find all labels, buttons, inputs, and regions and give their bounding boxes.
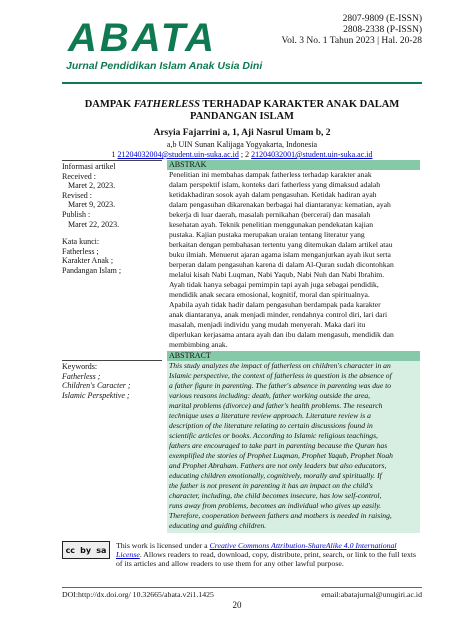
kata-kunci-item: Karakter Anak ;: [62, 256, 114, 266]
abstract-line: various reasons including: death, father working outside the area,: [169, 391, 371, 400]
abstract-line: membimbing anak.: [169, 340, 228, 349]
cc-badge-part: by: [80, 545, 92, 555]
abstract-line: the father is not present in parenting it has an impact on the child's: [169, 481, 373, 490]
abstrak-section: [167, 160, 420, 350]
abstract-line: exemplified the stories of Prophet Luqman, Prophet Yaqub, Prophet Noah: [169, 451, 393, 460]
header-rule: [62, 82, 422, 84]
abstract-line: a father figure in parenting. The father's absence in parenting was due to: [169, 381, 392, 390]
abstract-line: berkaitan dengan pembahasan tertentu yang ditemukan dalam artikel atau: [169, 240, 393, 249]
license-text: [116, 541, 422, 568]
abstract-line: pustaka. Kajian pustaka merupakan uraian tentang literatur yang: [169, 230, 365, 239]
page-number: 20: [232, 600, 242, 610]
abstract-heading: ABSTRACT: [167, 351, 420, 361]
abstract-section: [167, 351, 420, 533]
abstract-body: [167, 361, 420, 533]
license-prefix: This work is licensed under a: [116, 541, 210, 550]
title-prefix: DAMPAK: [84, 99, 134, 110]
footer-rule: [62, 587, 422, 588]
volume-info: Vol. 3 No. 1 Tahun 2023 | Hal. 20-28: [281, 36, 422, 46]
abstract-line: kesehatan ayah. Teknik penelitian menggunakan pendekatan kajian: [169, 220, 374, 229]
cc-license-icon[interactable]: [62, 541, 110, 559]
author-list: Arsyia Fajarrini a, 1, Aji Nasrul Umam b, 2: [153, 128, 331, 138]
abstract-line: Penelitian ini membahas dampak fatherless terhadap karakter anak: [169, 170, 372, 179]
abstract-line: dalam perspektif islam, konteks dari fatherless yang dimaksud adalah: [169, 180, 381, 189]
abstract-line: Apabila ayah tidak hadir dalam pengasuhan berdampak pada karakter: [169, 300, 381, 309]
article-title: [62, 99, 422, 123]
abstract-line: technique uses a literature review approach. Literature review is a: [169, 411, 371, 420]
keyword-item: Fatherless ;: [62, 371, 101, 381]
email2-link[interactable]: 21204032001@student.uin-suka.ac.id: [251, 150, 373, 159]
abstract-line: marital problems (divorce) and father's health problems. The research: [169, 401, 383, 410]
abstract-line: educating and guiding children.: [169, 521, 267, 530]
kata-kunci-label: Kata kunci:: [62, 237, 100, 247]
logo-wordmark: ABATA: [68, 16, 218, 60]
publish-label: Publish :: [62, 209, 91, 219]
abstract-line: diperlukan kerjasama antara ayah dan ibu dalam mengasuh, mendidik dan: [169, 330, 394, 339]
license-suffix: . Allows readers to read, download, copy, distribute, print, search, or link to the full texts of its articles and allow readers to use them for any other lawful purpose.: [116, 550, 417, 568]
journal-email[interactable]: email:abatajurnal@unugiri.ac.id: [321, 590, 422, 599]
abstract-line: dalam pengasuhan dikarenakan berbagai hal diantaranya: kematian, ayah: [169, 200, 391, 209]
abstract-line: and Prophet Abraham. Fathers are not only leaders but also educators,: [169, 461, 387, 470]
abstrak-body: [167, 170, 420, 350]
cc-badge-part: cc: [65, 545, 76, 555]
info-heading: Informasi artikel: [62, 160, 162, 172]
abstract-line: mendidik anak secara emosional, kognitif, moral dan spiritualnya.: [169, 290, 370, 299]
author-emails: [62, 150, 422, 159]
received-label: Received :: [62, 171, 96, 181]
abstract-line: Therefore, cooperation between fathers and mothers is needed in raising,: [169, 511, 392, 520]
publish-date: Maret 22, 2023.: [68, 219, 120, 229]
issn-electronic: 2807-9809 (E-ISSN): [342, 14, 422, 24]
issn-block: [282, 14, 422, 47]
title-italic: FATHERLESS: [133, 99, 200, 110]
license-link[interactable]: Creative Commons Attribution-ShareAlike 4.0 International License: [116, 541, 397, 559]
revised-date: Maret 9, 2023.: [68, 200, 116, 210]
logo-subtitle: Jurnal Pendidikan Islam Anak Usia Dini: [66, 60, 263, 72]
keyword-item: Islamic Perspektive ;: [62, 390, 130, 400]
affiliation: a,b UIN Sunan Kalijaga Yogyakarta, Indonesia: [166, 140, 318, 149]
cc-badge-part: sa: [96, 545, 107, 555]
article-info: [62, 160, 162, 276]
abstract-line: berperan dalam pengasuhan karena di dalam Al-Quran sudah dicontohkan: [169, 260, 394, 269]
keywords-block: [62, 360, 162, 400]
abstract-line: This study analyzes the impact of fatherless on children's character in an: [169, 361, 391, 370]
abstract-line: scientific articles or books. According to Islamic religious teachings,: [169, 431, 378, 440]
kata-kunci-item: Fatherless ;: [62, 246, 99, 256]
abstrak-heading: ABSTRAK: [167, 160, 420, 170]
revised-label: Revised :: [62, 190, 92, 200]
abstract-line: character, including, the child becomes insecure, has low self-control,: [169, 491, 382, 500]
email1-link[interactable]: 21204032004@student.uin-suka.ac.id: [117, 150, 239, 159]
email-separator: ; 2: [238, 150, 252, 159]
keyword-item: Children's Caracter ;: [62, 381, 131, 391]
abstract-line: buku ilmiah. Menuerut ajaran agama islam menganjurkan ayah ikut serta: [169, 250, 391, 259]
abstract-line: bekerja di luar daerah, masalah pernikahan (berceraí) dan masalah: [169, 210, 371, 219]
keywords-heading: Keywords:: [62, 360, 162, 372]
journal-logo: [62, 14, 282, 74]
abstract-line: description of the literature relating to certain discussions found in: [169, 421, 373, 430]
journal-header: [62, 14, 422, 86]
title-suffix: TERHADAP KARAKTER ANAK DALAM: [199, 99, 400, 110]
abstract-line: anak diantaranya, anak menjadi minder, rendahnya control diri, lari dari: [169, 310, 388, 319]
abstract-line: Ayah tidak hanya sebagai pemimpin tapi ayah juga sebagai pendidik,: [169, 280, 379, 289]
abstract-line: educating children emotionally, cognitively, morally and spiritually. If: [169, 471, 382, 480]
abstract-line: melalui kisah Nabi Luqman, Nabi Yaqub, Nabi Nuh dan Nabi Ibrahim.: [169, 270, 385, 279]
received-date: Maret 2, 2023.: [68, 181, 116, 191]
abstract-line: Islamic perspective, the context of fatherless in question is the absence of: [169, 371, 392, 380]
abstract-line: masalah, menjadi individu yang mudah menyerah. Maka dari itu: [169, 320, 366, 329]
abstract-line: fathers are encouraged to take part in parenting because the Quran has: [169, 441, 388, 450]
kata-kunci-item: Pandangan Islam ;: [62, 265, 122, 275]
abstract-line: ketidakhadiran sosok ayah dalam pengasuhan. Ketidak hadiran ayah: [169, 190, 377, 199]
abstract-line: runs away from problems, becomes an individual who gives up easily.: [169, 501, 382, 510]
doi-text[interactable]: DOI:http://dx.doi.org/ 10.32665/abata.v2i1.1425: [62, 590, 214, 599]
title-line2: PANDANGAN ISLAM: [190, 111, 294, 122]
issn-print: 2808-2338 (P-ISSN): [343, 25, 422, 35]
email1-prefix: 1: [111, 150, 118, 159]
